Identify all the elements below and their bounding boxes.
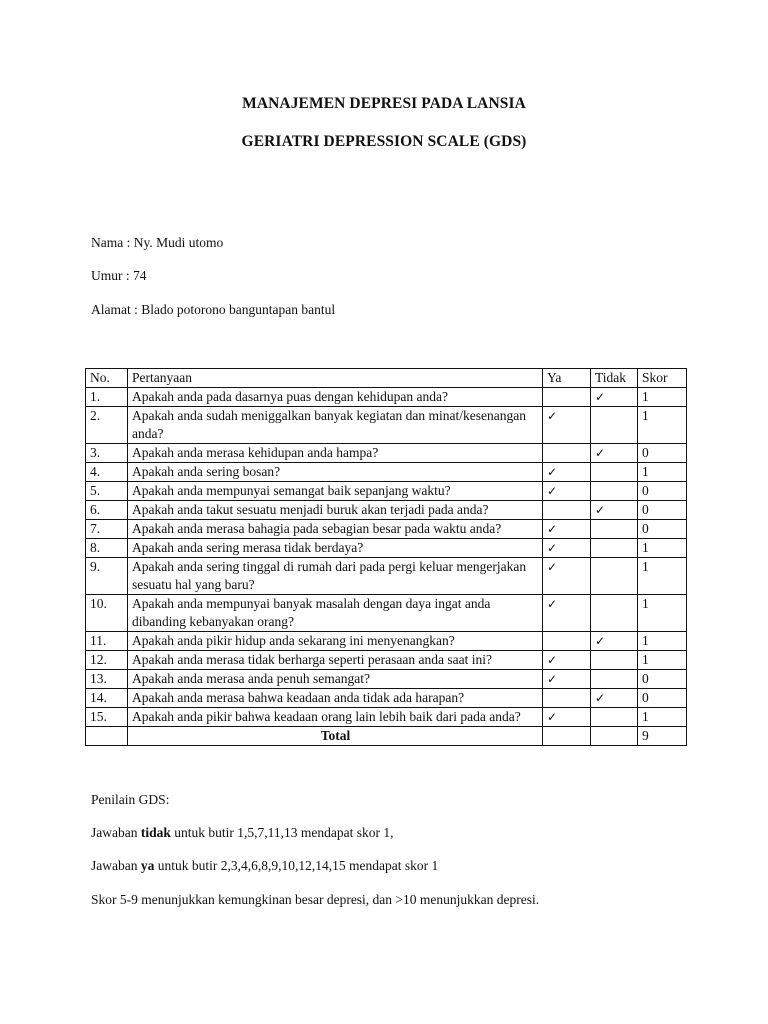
table-row (86, 558, 687, 595)
header-skor: Skor (638, 369, 687, 388)
table-row (86, 501, 687, 520)
rule-keyword: tidak (140, 825, 171, 840)
table-row (86, 520, 687, 539)
row-number: 3. (86, 444, 128, 463)
row-score: 1 (638, 388, 687, 407)
checkmark-icon: ✓ (547, 541, 558, 555)
row-question: Apakah anda takut sesuatu menjadi buruk akan terjadi pada anda? (128, 501, 543, 520)
checkmark-icon: ✓ (547, 409, 558, 423)
patient-name: Nama : Ny. Mudi utomo (91, 235, 224, 250)
answer-tidak-cell (591, 444, 638, 463)
row-number: 1. (86, 388, 128, 407)
row-question: Apakah anda merasa bahagia pada sebagian besar pada waktu anda? (128, 520, 543, 539)
patient-address: Alamat : Blado potorono banguntapan bantul (91, 302, 336, 317)
checkmark-icon: ✓ (595, 691, 606, 705)
row-number: 10. (86, 595, 128, 632)
checkmark-icon: ✓ (547, 465, 558, 479)
answer-ya-cell (543, 689, 591, 708)
row-score: 1 (638, 539, 687, 558)
row-question: Apakah anda pikir bahwa keadaan orang lain lebih baik dari pada anda? (128, 708, 543, 727)
total-value: 9 (638, 727, 687, 746)
answer-tidak-cell (591, 708, 638, 727)
row-number: 13. (86, 670, 128, 689)
answer-tidak-cell (591, 482, 638, 501)
table-row (86, 388, 687, 407)
table-row (86, 689, 687, 708)
row-number: 8. (86, 539, 128, 558)
row-score: 1 (638, 407, 687, 444)
total-label: Total (128, 727, 543, 746)
row-number: 14. (86, 689, 128, 708)
total-tidak-cell (591, 727, 638, 746)
document-title: MANAJEMEN DEPRESI PADA LANSIA (242, 95, 526, 112)
answer-tidak-cell (591, 520, 638, 539)
answer-tidak-cell (591, 689, 638, 708)
row-number: 5. (86, 482, 128, 501)
row-score: 1 (638, 651, 687, 670)
row-question: Apakah anda mempunyai banyak masalah dengan daya ingat anda dibanding kebanyakan orang? (128, 595, 543, 632)
answer-ya-cell (543, 670, 591, 689)
total-row (86, 727, 687, 746)
row-score: 0 (638, 501, 687, 520)
header-question: Pertanyaan (128, 369, 543, 388)
checkmark-icon: ✓ (595, 446, 606, 460)
checkmark-icon: ✓ (547, 560, 558, 574)
rule-text: untuk butir 2,3,4,6,8,9,10,12,14,15 mendapat skor 1 (154, 858, 439, 873)
row-score: 0 (638, 689, 687, 708)
scoring-rule-tidak (91, 825, 393, 841)
answer-ya-cell (543, 482, 591, 501)
checkmark-icon: ✓ (595, 390, 606, 404)
answer-tidak-cell (591, 558, 638, 595)
row-question: Apakah anda pada dasarnya puas dengan kehidupan anda? (128, 388, 543, 407)
answer-tidak-cell (591, 388, 638, 407)
answer-ya-cell (543, 444, 591, 463)
row-number: 9. (86, 558, 128, 595)
checkmark-icon: ✓ (547, 597, 558, 611)
row-score: 0 (638, 520, 687, 539)
document-subtitle: GERIATRI DEPRESSION SCALE (GDS) (241, 133, 527, 150)
row-number: 11. (86, 632, 128, 651)
row-question: Apakah anda merasa kehidupan anda hampa? (128, 444, 543, 463)
row-number: 4. (86, 463, 128, 482)
row-score: 1 (638, 632, 687, 651)
patient-age: Umur : 74 (91, 268, 147, 283)
checkmark-icon: ✓ (547, 710, 558, 724)
header-no: No. (86, 369, 128, 388)
table-row (86, 539, 687, 558)
row-score: 0 (638, 482, 687, 501)
answer-tidak-cell (591, 463, 638, 482)
scoring-heading: Penilain GDS: (91, 792, 170, 807)
answer-ya-cell (543, 651, 591, 670)
scoring-interpretation: Skor 5-9 menunjukkan kemungkinan besar depresi, dan >10 menunjukkan depresi. (91, 892, 540, 907)
table-row (86, 463, 687, 482)
answer-ya-cell (543, 558, 591, 595)
row-score: 1 (638, 708, 687, 727)
row-number: 15. (86, 708, 128, 727)
total-empty-cell (86, 727, 128, 746)
table-row (86, 482, 687, 501)
row-score: 0 (638, 670, 687, 689)
row-question: Apakah anda sudah meniggalkan banyak kegiatan dan minat/kesenangan anda? (128, 407, 543, 444)
answer-tidak-cell (591, 539, 638, 558)
checkmark-icon: ✓ (595, 634, 606, 648)
answer-ya-cell (543, 388, 591, 407)
answer-ya-cell (543, 708, 591, 727)
table-row (86, 407, 687, 444)
rule-text: untuk butir 1,5,7,11,13 mendapat skor 1, (170, 825, 394, 840)
answer-ya-cell (543, 501, 591, 520)
row-question: Apakah anda pikir hidup anda sekarang ini menyenangkan? (128, 632, 543, 651)
row-score: 1 (638, 463, 687, 482)
table-header-row (86, 369, 687, 388)
answer-tidak-cell (591, 407, 638, 444)
table-row (86, 708, 687, 727)
header-tidak: Tidak (591, 369, 638, 388)
answer-ya-cell (543, 632, 591, 651)
answer-tidak-cell (591, 632, 638, 651)
table-row (86, 651, 687, 670)
answer-ya-cell (543, 539, 591, 558)
row-number: 7. (86, 520, 128, 539)
answer-ya-cell (543, 407, 591, 444)
answer-tidak-cell (591, 501, 638, 520)
answer-tidak-cell (591, 651, 638, 670)
table-row (86, 595, 687, 632)
checkmark-icon: ✓ (547, 484, 558, 498)
answer-tidak-cell (591, 595, 638, 632)
row-question: Apakah anda merasa tidak berharga seperti perasaan anda saat ini? (128, 651, 543, 670)
total-ya-cell (543, 727, 591, 746)
row-question: Apakah anda sering merasa tidak berdaya? (128, 539, 543, 558)
checkmark-icon: ✓ (547, 653, 558, 667)
checkmark-icon: ✓ (547, 522, 558, 536)
table-row (86, 444, 687, 463)
answer-ya-cell (543, 520, 591, 539)
row-question: Apakah anda merasa anda penuh semangat? (128, 670, 543, 689)
gds-table (85, 368, 687, 746)
row-score: 1 (638, 595, 687, 632)
answer-tidak-cell (591, 670, 638, 689)
row-number: 6. (86, 501, 128, 520)
table-row (86, 632, 687, 651)
row-question: Apakah anda sering bosan? (128, 463, 543, 482)
row-question: Apakah anda merasa bahwa keadaan anda tidak ada harapan? (128, 689, 543, 708)
table-row (86, 670, 687, 689)
checkmark-icon: ✓ (595, 503, 606, 517)
header-ya: Ya (543, 369, 591, 388)
row-number: 2. (86, 407, 128, 444)
row-score: 1 (638, 558, 687, 595)
answer-ya-cell (543, 595, 591, 632)
rule-text: Jawaban (91, 858, 141, 873)
checkmark-icon: ✓ (547, 672, 558, 686)
row-score: 0 (638, 444, 687, 463)
rule-text: Jawaban (91, 825, 141, 840)
row-question: Apakah anda sering tinggal di rumah dari pada pergi keluar mengerjakan sesuatu hal yang baru? (128, 558, 543, 595)
row-number: 12. (86, 651, 128, 670)
row-question: Apakah anda mempunyai semangat baik sepanjang waktu? (128, 482, 543, 501)
scoring-rule-ya (91, 858, 438, 874)
rule-keyword: ya (140, 858, 155, 873)
answer-ya-cell (543, 463, 591, 482)
